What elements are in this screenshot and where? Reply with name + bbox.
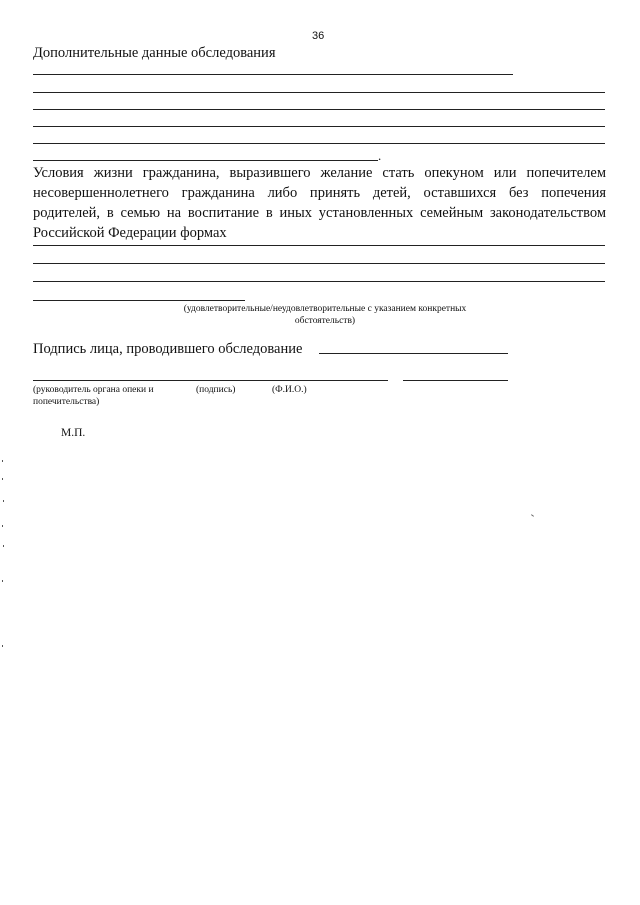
conditions-caption-line2: обстоятельств): [294, 316, 356, 326]
role-caption-line2: попечительства): [33, 397, 100, 407]
conditions-caption: [150, 303, 500, 327]
fill-line: [33, 109, 605, 110]
role-name-fill-line: [33, 380, 388, 381]
name-caption: (Ф.И.О.): [272, 385, 307, 395]
role-caption: [33, 384, 154, 408]
fill-line: [33, 160, 378, 161]
scan-speck: [2, 525, 3, 527]
fill-line: [33, 74, 513, 75]
fill-line: [33, 143, 605, 144]
scan-speck: [3, 545, 4, 547]
fill-line: [33, 300, 245, 301]
scan-speck: [2, 580, 3, 582]
living-conditions-text: Условия жизни гражданина, выразившего желание стать опекуном или попечителем несовершеннолетнего гражданина либо принять детей, оставшихся без попечения родителей, в семью на воспитание в иных установленных семейным законодательством Российской Федерации формах: [33, 165, 606, 241]
fill-line: [33, 263, 605, 264]
date-fill-line: [403, 380, 508, 381]
signature-label: Подпись лица, проводившего обследование: [33, 341, 303, 357]
scan-speck: [3, 500, 4, 502]
sign-caption: (подпись): [196, 385, 236, 395]
fill-line: [33, 281, 605, 282]
scan-speck: [2, 460, 3, 462]
additional-data-heading: Дополнительные данные обследования: [33, 45, 276, 61]
fill-line: [33, 92, 605, 93]
scan-speck: [2, 478, 3, 480]
signature-fill-line: [319, 353, 508, 354]
fill-line: [33, 245, 605, 246]
page-number: 36: [312, 30, 325, 42]
stamp-label: М.П.: [61, 427, 86, 439]
scan-speck: [2, 645, 3, 647]
fill-line: [33, 126, 605, 127]
scan-speck: [531, 514, 534, 517]
role-caption-line1: (руководитель органа опеки и: [33, 385, 154, 395]
conditions-caption-line1: (удовлетворительные/неудовлетворительные с указанием конкретных: [183, 304, 467, 314]
line-end-period: .: [378, 148, 382, 163]
